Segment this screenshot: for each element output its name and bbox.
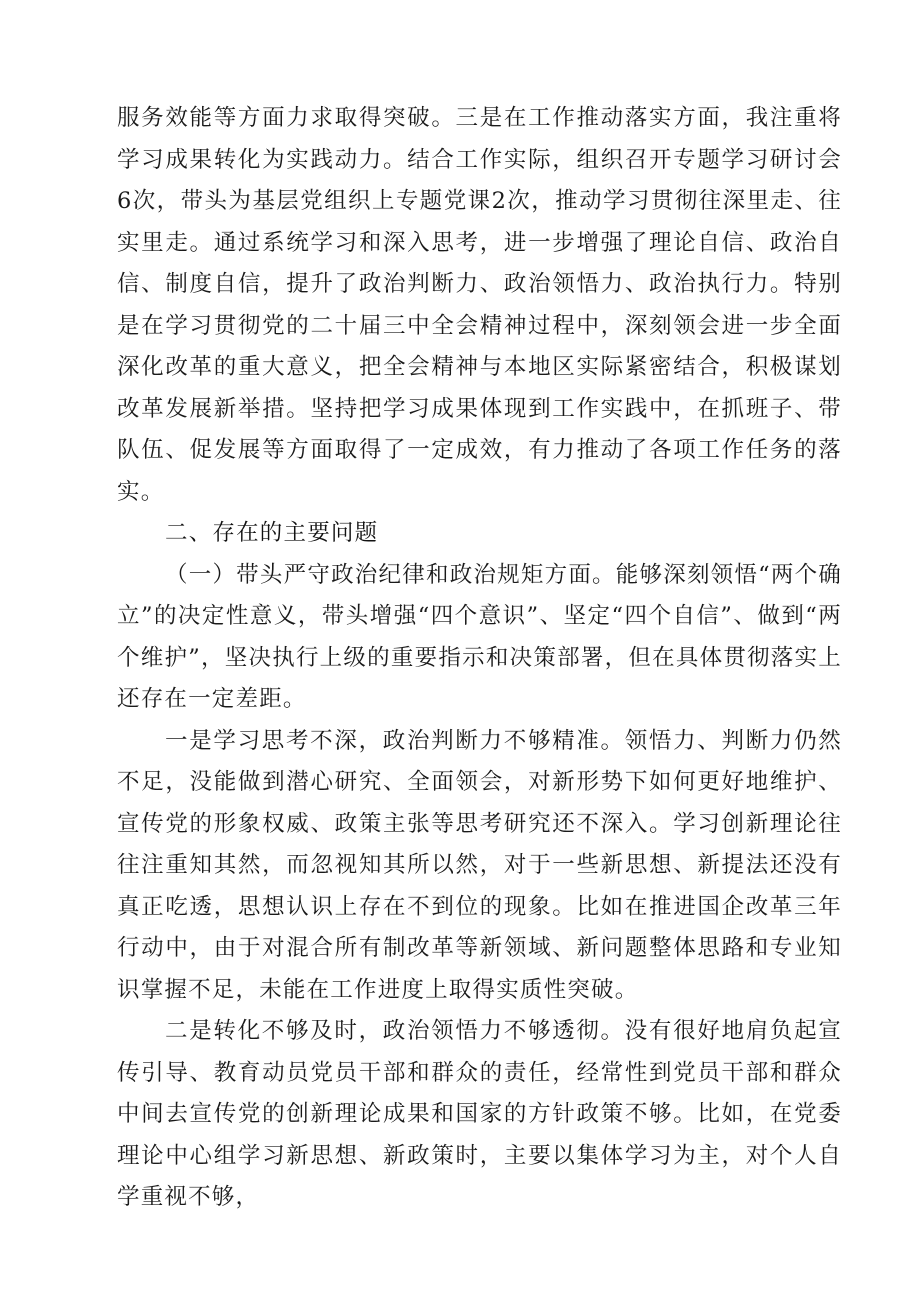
paragraph-issue-one: 一是学习思考不深，政治判断力不够精准。领悟力、判断力仍然不足，没能做到潜心研究、全面领会，对新形势下如何更好地维护、宣传党的形象权威、政策主张等思考研究还不深入。学习创新理论往往注重知其然，而忽视知其所以然，对于一些新思想、新提法还没有真正吃透，思想认识上存在不到位的现象。比如在推进国企改革三年行动中，由于对混合所有制改革等新领域、新问题整体思路和专业知识掌握不足，未能在工作进度上取得实质性突破。	[117, 727, 842, 1003]
paragraph-issue-two: 二是转化不够及时，政治领悟力不够透彻。没有很好地肩负起宣传引导、教育动员党员干部和群众的责任，经常性到党员干部和群众中间去宣传党的创新理论成果和国家的方针政策不够。比如，在党委理论中心组学习新思想、新政策时，主要以集体学习为主，对个人自学重视不够，	[117, 1018, 842, 1210]
section-heading: 二、存在的主要问题	[165, 520, 379, 546]
paragraph-continuation: 服务效能等方面力求取得突破。三是在工作推动落实方面，我注重将学习成果转化为实践动力。结合工作实际，组织召开专题学习研讨会6次，带头为基层党组织上专题党课2次，推动学习贯彻往深里走、往实里走。通过系统学习和深入思考，进一步增强了理论自信、政治自信、制度自信，提升了政治判断力、政治领悟力、政治执行力。特别是在学习贯彻党的二十届三中全会精神过程中，深刻领会进一步全面深化改革的重大意义，把全会精神与本地区实际紧密结合，积极谋划改革发展新举措。坚持把学习成果体现到工作实践中，在抓班子、带队伍、促发展等方面取得了一定成效，有力推动了各项工作任务的落实。	[117, 105, 842, 505]
paragraph-political-discipline: （一）带头严守政治纪律和政治规矩方面。能够深刻领悟“两个确立”的决定性意义，带头增强“四个意识”、坚定“四个自信”、做到“两个维护”，坚决执行上级的重要指示和决策部署，但在具体贯彻落实上还存在一定差距。	[117, 561, 842, 712]
document-body	[117, 98, 842, 1219]
